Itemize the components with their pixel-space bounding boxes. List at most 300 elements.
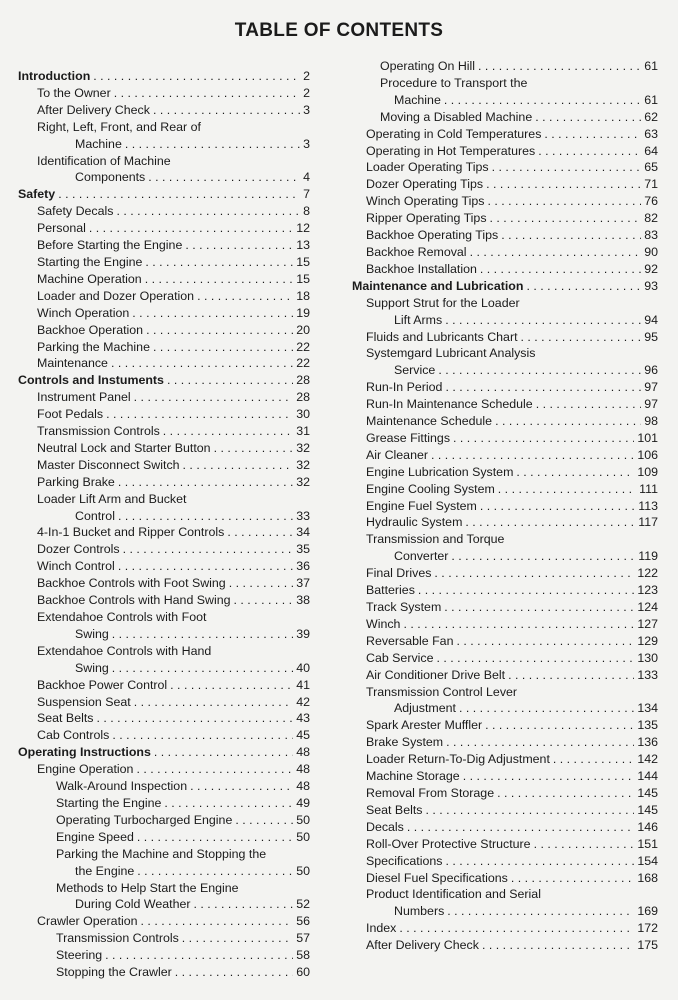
- dot-leader: [495, 413, 641, 430]
- toc-page-number: 144: [637, 769, 658, 784]
- toc-section-entry: [18, 68, 310, 85]
- toc-page-number: 83: [644, 228, 658, 243]
- toc-page-number: 124: [637, 600, 658, 614]
- toc-entry-label: Starting the Engine: [56, 795, 162, 810]
- toc-page-number: 109: [637, 464, 658, 479]
- toc-entry-label: Fluids and Lubricants Chart: [366, 329, 518, 344]
- toc-entry-label: Seat Belts: [37, 711, 94, 726]
- toc-page-number: 20: [296, 322, 310, 337]
- toc-entry-label: Starting the Engine: [37, 254, 143, 269]
- toc-entry-label: Final Drives: [366, 566, 432, 581]
- toc-entry: [352, 853, 658, 870]
- toc-entry: [18, 558, 310, 575]
- toc-entry-label: Safety Decals: [37, 204, 114, 219]
- dot-leader: [487, 193, 641, 210]
- toc-entry-label: Introduction: [18, 69, 91, 83]
- dot-leader: [141, 913, 294, 930]
- toc-page-number: 28: [296, 373, 310, 388]
- dot-leader: [399, 920, 634, 937]
- dot-leader: [106, 406, 293, 423]
- dot-leader: [58, 186, 300, 203]
- toc-entry: [18, 626, 310, 643]
- dot-leader: [553, 751, 634, 768]
- toc-entry: [18, 947, 310, 964]
- toc-entry: [18, 237, 310, 254]
- toc-entry-label: Support Strut for the Loader: [366, 295, 520, 310]
- toc-section-entry: [352, 278, 658, 295]
- toc-entry: [352, 870, 658, 887]
- toc-entry-label: Loader Lift Arm and Bucket: [37, 491, 187, 506]
- toc-page-number: 142: [637, 752, 658, 767]
- toc-entry: [18, 220, 310, 237]
- dot-leader: [183, 457, 294, 474]
- toc-entry-label: Machine: [394, 92, 441, 107]
- toc-page-number: 60: [296, 965, 310, 980]
- toc-page-number: 2: [303, 85, 310, 100]
- toc-entry: [18, 643, 310, 660]
- toc-entry-label: Machine Operation: [37, 271, 142, 286]
- toc-entry: [352, 261, 658, 278]
- toc-entry: [18, 761, 310, 778]
- dot-leader: [116, 203, 300, 220]
- toc-entry: [352, 244, 658, 261]
- toc-entry: [18, 575, 310, 592]
- toc-entry: [352, 751, 658, 768]
- toc-page-number: 52: [296, 897, 310, 912]
- dot-leader: [444, 599, 634, 616]
- toc-entry-label: Dozer Operating Tips: [366, 177, 484, 192]
- toc-page-number: 22: [296, 356, 310, 371]
- toc-section-entry: [18, 372, 310, 389]
- toc-entry-label: Backhoe Operating Tips: [366, 228, 499, 243]
- toc-entry: [18, 694, 310, 711]
- toc-entry: [352, 903, 658, 920]
- toc-page-number: 15: [296, 271, 310, 286]
- dot-leader: [516, 464, 634, 481]
- toc-entry: [352, 430, 658, 447]
- toc-entry: [352, 717, 658, 734]
- toc-entry: [352, 650, 658, 667]
- dot-leader: [478, 58, 641, 75]
- toc-page-number: 48: [296, 745, 310, 760]
- toc-entry: [352, 836, 658, 853]
- toc-entry-label: After Delivery Check: [366, 938, 479, 953]
- toc-page-number: 43: [296, 711, 310, 726]
- toc-page-number: 94: [644, 312, 658, 327]
- dot-leader: [521, 329, 642, 346]
- toc-entry-label: After Delivery Check: [37, 102, 150, 117]
- toc-entry-label: Service: [394, 363, 436, 378]
- toc-entry-label: Removal From Storage: [366, 785, 495, 800]
- toc-entry-label: Operating in Hot Temperatures: [366, 143, 536, 158]
- dot-leader: [136, 761, 293, 778]
- toc-entry-label: Engine Cooling System: [366, 481, 495, 496]
- toc-entry: [18, 795, 310, 812]
- toc-entry: [352, 700, 658, 717]
- toc-entry: [18, 880, 310, 897]
- toc-page-number: 13: [296, 238, 310, 253]
- toc-entry-label: Transmission Controls: [56, 931, 179, 946]
- toc-entry-label: Index: [366, 921, 397, 936]
- toc-entry: [352, 498, 658, 515]
- toc-entry: [352, 193, 658, 210]
- dot-leader: [112, 727, 293, 744]
- dot-leader: [431, 447, 634, 464]
- toc-section-entry: [18, 744, 310, 761]
- toc-page-number: 129: [637, 633, 658, 648]
- toc-entry-label: Converter: [394, 549, 449, 564]
- toc-entry-label: Operating Instructions: [18, 745, 151, 760]
- dot-leader: [492, 159, 642, 176]
- dot-leader: [182, 930, 293, 947]
- toc-page-number: 82: [644, 211, 658, 226]
- toc-entry-label: Neutral Lock and Starter Button: [37, 440, 211, 455]
- toc-entry-label: Adjustment: [394, 701, 456, 716]
- toc-entry-label: Moving a Disabled Machine: [380, 109, 533, 124]
- dot-leader: [123, 541, 294, 558]
- toc-entry: [18, 457, 310, 474]
- toc-entry-label: Personal: [37, 221, 86, 236]
- toc-entry: [18, 440, 310, 457]
- toc-page-number: 135: [637, 718, 658, 733]
- dot-leader: [445, 312, 641, 329]
- toc-entry-label: Identification of Machine: [37, 153, 171, 168]
- dot-leader: [485, 717, 634, 734]
- toc-page-number: 62: [644, 109, 658, 124]
- dot-leader: [490, 210, 642, 227]
- dot-leader: [145, 254, 293, 271]
- toc-entry-label: Procedure to Transport the: [380, 75, 528, 90]
- toc-entry: [352, 362, 658, 379]
- toc-entry: [18, 896, 310, 913]
- toc-page-number: 123: [637, 583, 658, 598]
- toc-page-number: 145: [637, 785, 658, 800]
- toc-entry: [18, 491, 310, 508]
- toc-entry-label: Backhoe Controls with Hand Swing: [37, 593, 231, 608]
- toc-entry-label: Machine Storage: [366, 769, 460, 784]
- toc-entry-label: Decals: [366, 819, 404, 834]
- toc-entry-label: Backhoe Removal: [366, 244, 467, 259]
- dot-leader: [453, 430, 634, 447]
- toc-entry: [18, 829, 310, 846]
- toc-page-number: 113: [638, 498, 658, 513]
- toc-entry: [352, 295, 658, 312]
- dot-leader: [465, 514, 635, 531]
- dot-leader: [170, 677, 293, 694]
- toc-entry-label: Backhoe Controls with Foot Swing: [37, 576, 226, 591]
- toc-entry-label: Transmission Controls: [37, 424, 160, 439]
- dot-leader: [235, 812, 293, 829]
- toc-entry-label: During Cold Weather: [75, 897, 191, 912]
- toc-entry: [18, 406, 310, 423]
- dot-leader: [175, 964, 293, 981]
- dot-leader: [480, 261, 641, 278]
- toc-page-number: 19: [296, 305, 310, 320]
- toc-page-number: 172: [637, 921, 658, 936]
- toc-entry-label: Batteries: [366, 583, 415, 598]
- dot-leader: [544, 126, 641, 143]
- toc-entry: [18, 913, 310, 930]
- toc-page-number: 32: [296, 474, 310, 489]
- toc-entry-label: Extendahoe Controls with Foot: [37, 610, 207, 624]
- toc-entry: [352, 413, 658, 430]
- toc-entry-label: Before Starting the Engine: [37, 238, 183, 253]
- toc-entry: [352, 819, 658, 836]
- toc-entry: [352, 92, 658, 109]
- dot-leader: [456, 633, 634, 650]
- dot-leader: [118, 508, 293, 525]
- toc-page-number: 32: [296, 440, 310, 455]
- toc-entry: [352, 379, 658, 396]
- toc-entry-label: Engine Fuel System: [366, 498, 477, 513]
- toc-entry-label: Methods to Help Start the Engine: [56, 880, 239, 895]
- toc-entry: [18, 254, 310, 271]
- toc-page-number: 61: [644, 92, 658, 107]
- toc-entry-label: Grease Fittings: [366, 430, 451, 445]
- dot-leader: [526, 278, 641, 295]
- toc-page-number: 154: [637, 853, 658, 868]
- toc-entry: [18, 508, 310, 525]
- toc-entry-label: Foot Pedals: [37, 407, 104, 422]
- toc-entry: [18, 710, 310, 727]
- toc-page-number: 37: [296, 576, 310, 591]
- toc-entry-label: the Engine: [75, 863, 135, 878]
- toc-page-number: 3: [303, 136, 310, 151]
- dot-leader: [145, 271, 294, 288]
- dot-leader: [407, 819, 634, 836]
- dot-leader: [511, 870, 634, 887]
- toc-entry-label: Numbers: [394, 904, 445, 919]
- toc-page-number: 12: [296, 221, 310, 236]
- toc-entry: [352, 143, 658, 160]
- dot-leader: [437, 650, 635, 667]
- toc-entry: [18, 389, 310, 406]
- toc-entry: [18, 169, 310, 186]
- toc-entry: [18, 136, 310, 153]
- toc-page-number: 39: [296, 626, 310, 641]
- dot-leader: [227, 524, 293, 541]
- toc-entry: [352, 227, 658, 244]
- dot-leader: [446, 734, 634, 751]
- toc-entry-label: Diesel Fuel Specifications: [366, 870, 508, 885]
- toc-page-number: 92: [644, 261, 658, 276]
- dot-leader: [89, 220, 293, 237]
- dot-leader: [451, 548, 635, 565]
- toc-page-number: 35: [296, 542, 310, 557]
- toc-entry-label: Reversable Fan: [366, 633, 454, 648]
- toc-entry-label: Track System: [366, 600, 442, 614]
- toc-entry: [352, 684, 658, 701]
- toc-entry: [352, 312, 658, 329]
- toc-page-number: 8: [303, 204, 310, 219]
- toc-page-number: 90: [644, 244, 658, 259]
- dot-leader: [114, 85, 300, 102]
- toc-entry-label: Dozer Controls: [37, 542, 120, 557]
- toc-entry-label: Loader and Dozer Operation: [37, 288, 195, 303]
- toc-entry-label: To the Owner: [37, 85, 111, 100]
- dot-leader: [153, 339, 293, 356]
- toc-page-number: 50: [296, 863, 310, 878]
- dot-leader: [193, 896, 293, 913]
- toc-entry-label: Lift Arms: [394, 312, 443, 327]
- toc-page-number: 98: [644, 414, 658, 429]
- toc-entry-label: Engine Lubrication System: [366, 464, 514, 479]
- toc-page-number: 7: [303, 187, 310, 202]
- dot-leader: [445, 853, 634, 870]
- toc-entry-label: Operating Turbocharged Engine: [56, 812, 233, 827]
- toc-entry: [352, 210, 658, 227]
- toc-entry-label: Transmission and Torque: [366, 532, 505, 547]
- toc-entry-label: Seat Belts: [366, 802, 423, 817]
- toc-entry: [18, 812, 310, 829]
- toc-entry: [18, 660, 310, 677]
- toc-page-number: 22: [296, 339, 310, 354]
- toc-entry-label: Loader Operating Tips: [366, 160, 489, 175]
- toc-entry-label: Walk-Around Inspection: [56, 779, 188, 794]
- dot-leader: [111, 355, 293, 372]
- dot-leader: [535, 109, 641, 126]
- toc-page-number: 96: [644, 363, 658, 378]
- toc-entry-label: Safety: [18, 187, 56, 202]
- toc-entry-label: Cab Controls: [37, 728, 110, 743]
- toc-entry: [352, 937, 658, 954]
- toc-section-entry: [18, 186, 310, 203]
- dot-leader: [153, 102, 300, 119]
- toc-entry-label: Engine Speed: [56, 829, 134, 844]
- toc-page-number: 32: [296, 457, 310, 472]
- dot-leader: [234, 592, 294, 609]
- toc-entry-label: Extendahoe Controls with Hand: [37, 643, 212, 658]
- dot-leader: [214, 440, 294, 457]
- toc-entry: [18, 609, 310, 626]
- toc-page-number: 97: [644, 397, 658, 412]
- toc-page-number: 76: [644, 194, 658, 209]
- dot-leader: [112, 626, 293, 643]
- toc-page-number: 64: [644, 143, 658, 158]
- toc-page-number: 18: [296, 288, 310, 303]
- toc-entry: [352, 464, 658, 481]
- toc-entry-label: Product Identification and Serial: [366, 887, 541, 902]
- toc-page-number: 63: [644, 126, 658, 141]
- toc-entry: [18, 524, 310, 541]
- dot-leader: [470, 244, 642, 261]
- dot-leader: [118, 474, 293, 491]
- dot-leader: [137, 863, 293, 880]
- toc-page-number: 48: [296, 779, 310, 794]
- toc-entry: [352, 514, 658, 531]
- dot-leader: [125, 136, 300, 153]
- toc-entry-label: Transmission Control Lever: [366, 684, 518, 699]
- toc-entry: [18, 355, 310, 372]
- toc-entry: [352, 616, 658, 633]
- toc-page-number: 3: [303, 102, 310, 117]
- toc-entry: [352, 582, 658, 599]
- dot-leader: [438, 362, 641, 379]
- toc-entry-label: Swing: [75, 626, 109, 641]
- dot-leader: [148, 169, 300, 186]
- toc-entry: [352, 734, 658, 751]
- dot-leader: [444, 92, 641, 109]
- toc-entry-label: Brake System: [366, 735, 444, 750]
- toc-entry-label: Engine Operation: [37, 762, 134, 777]
- toc-entry-label: Roll-Over Protective Structure: [366, 836, 531, 851]
- toc-entry-label: Control: [75, 508, 115, 523]
- dot-leader: [164, 795, 293, 812]
- toc-page-number: 2: [303, 69, 310, 83]
- dot-leader: [486, 176, 641, 193]
- toc-entry: [352, 481, 658, 498]
- toc-page-number: 4: [303, 170, 310, 185]
- dot-leader: [134, 389, 294, 406]
- toc-entry: [352, 531, 658, 548]
- toc-entry-label: Components: [75, 170, 146, 185]
- dot-leader: [480, 498, 635, 515]
- toc-page-number: 122: [637, 566, 658, 581]
- toc-entry: [352, 633, 658, 650]
- toc-page-number: 71: [644, 177, 658, 192]
- toc-page-number: 45: [296, 728, 310, 743]
- toc-page-number: 133: [637, 667, 658, 682]
- toc-entry-label: Cab Service: [366, 650, 434, 665]
- toc-entry-label: Stopping the Crawler: [56, 965, 172, 980]
- page-title: TABLE OF CONTENTS: [234, 20, 444, 41]
- toc-entry-label: Maintenance and Lubrication: [352, 278, 524, 293]
- toc-page-number: 42: [296, 694, 310, 709]
- toc-entry-label: Parking the Machine and Stopping the: [56, 846, 267, 861]
- dot-leader: [229, 575, 294, 592]
- toc-entry: [352, 565, 658, 582]
- toc-entry-label: Winch: [366, 616, 401, 631]
- toc-entry: [18, 423, 310, 440]
- toc-entry: [18, 153, 310, 170]
- toc-entry-label: Right, Left, Front, and Rear of: [37, 119, 201, 134]
- dot-leader: [498, 481, 636, 498]
- toc-entry-label: Maintenance Schedule: [366, 414, 493, 429]
- dot-leader: [425, 802, 634, 819]
- dot-leader: [137, 829, 293, 846]
- toc-entry-label: Machine: [75, 136, 122, 151]
- toc-page-number: 31: [296, 424, 310, 439]
- dot-leader: [447, 903, 634, 920]
- dot-leader: [536, 396, 642, 413]
- dot-leader: [434, 565, 634, 582]
- toc-left-column: [18, 68, 310, 981]
- toc-entry: [18, 271, 310, 288]
- toc-page-number: 57: [296, 931, 310, 946]
- toc-entry-label: Crawler Operation: [37, 914, 138, 929]
- dot-leader: [96, 710, 293, 727]
- toc-entry: [18, 305, 310, 322]
- toc-page-number: 106: [637, 447, 658, 462]
- dot-leader: [538, 143, 641, 160]
- toc-entry: [352, 345, 658, 362]
- toc-entry-label: Run-In Maintenance Schedule: [366, 397, 533, 412]
- dot-leader: [445, 379, 641, 396]
- dot-leader: [534, 836, 635, 853]
- toc-entry-label: Operating in Cold Temperatures: [366, 126, 542, 141]
- dot-leader: [463, 768, 635, 785]
- toc-entry: [352, 176, 658, 193]
- toc-entry: [352, 329, 658, 346]
- toc-page-number: 127: [637, 616, 658, 631]
- toc-page-number: 134: [637, 701, 658, 716]
- toc-entry: [352, 396, 658, 413]
- toc-page-number: 58: [296, 948, 310, 963]
- toc-page-number: 136: [637, 735, 658, 750]
- toc-entry: [352, 886, 658, 903]
- toc-page-number: 40: [296, 660, 310, 675]
- toc-page-number: 146: [637, 819, 658, 834]
